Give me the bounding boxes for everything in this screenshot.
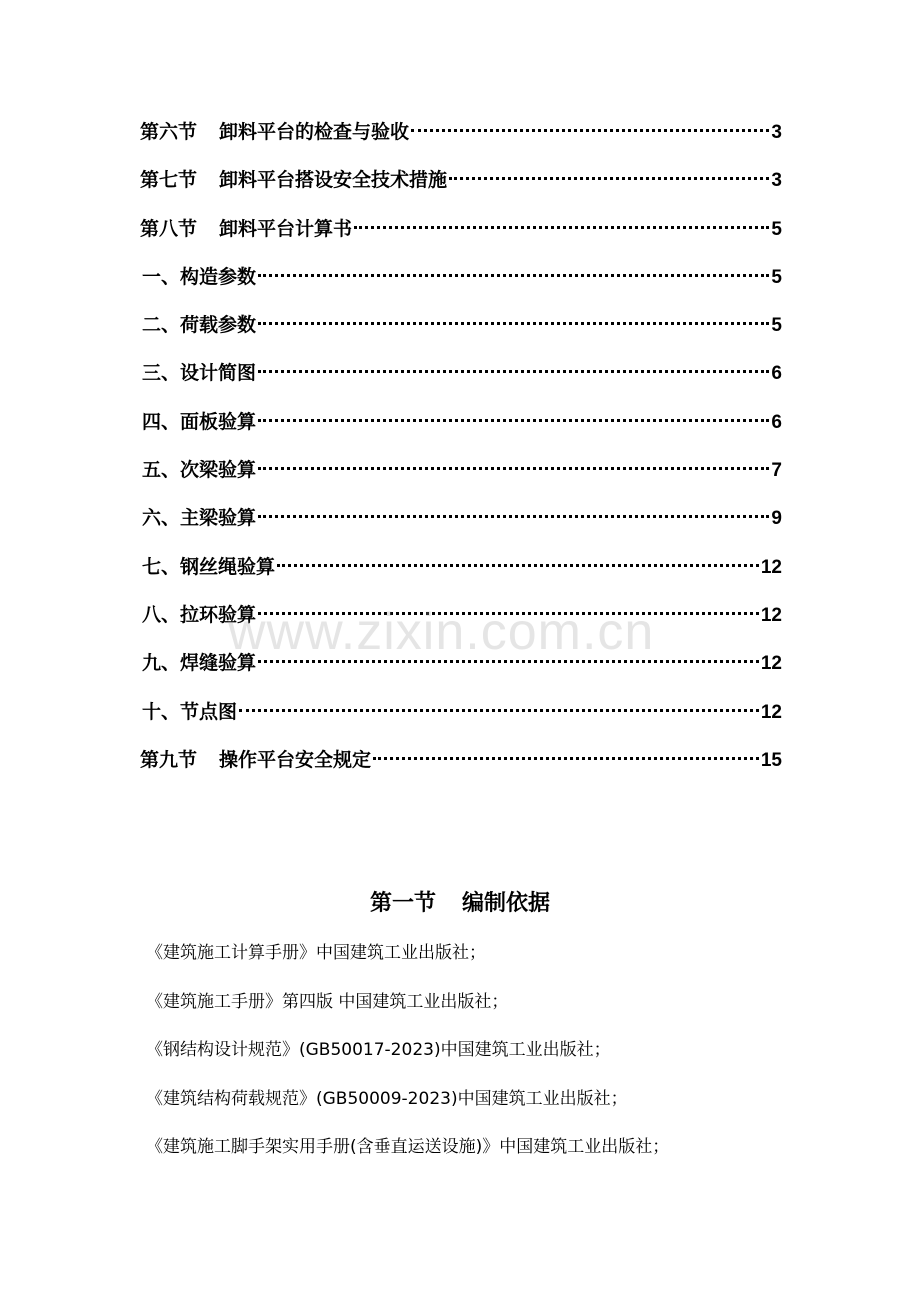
toc-entry-secondary-beam-check[interactable] (140, 451, 782, 499)
toc-page-number: 6 (771, 411, 782, 433)
toc-dot-leader (258, 274, 769, 277)
reference-item: 《建筑结构荷载规范》(GB50009-2023)中国建筑工业出版社； (146, 1088, 628, 1109)
toc-dot-leader (277, 564, 759, 567)
toc-dot-leader (449, 177, 769, 180)
toc-page-number: 5 (771, 218, 782, 240)
toc-entry-title (140, 210, 352, 248)
toc-entry-section-9[interactable] (140, 741, 782, 789)
section-heading-number: 第一节 (369, 891, 436, 916)
toc-page-number: 6 (771, 363, 782, 385)
toc-entry-title: 五、次梁验算 (142, 459, 257, 482)
toc-entry-pull-ring-check[interactable] (140, 596, 782, 644)
toc-entry-section-8[interactable] (140, 210, 782, 258)
toc-entry-load-params[interactable] (140, 306, 782, 354)
toc-section-title: 卸料平台搭设安全技术措施 (219, 169, 448, 192)
toc-entry-title (140, 161, 447, 199)
toc-dot-leader (354, 226, 769, 229)
toc-entry-main-beam-check[interactable] (140, 499, 782, 547)
reference-list (146, 934, 846, 1177)
toc-entry-weld-check[interactable] (140, 644, 782, 692)
toc-dot-leader (258, 515, 769, 518)
toc-dot-leader (258, 467, 769, 470)
toc-section-number: 第九节 (140, 748, 198, 771)
toc-page-number: 12 (760, 653, 782, 675)
toc-page-number: 9 (771, 508, 782, 530)
reference-item: 《钢结构设计规范》(GB50017-2023)中国建筑工业出版社； (146, 1040, 611, 1060)
reference-item: 《建筑施工手册》第四版 中国建筑工业出版社； (146, 991, 509, 1012)
toc-page-number: 12 (760, 701, 782, 723)
toc-section-title: 操作平台安全规定 (219, 748, 372, 771)
toc-entry-wire-rope-check[interactable] (140, 548, 782, 596)
toc-page-number: 5 (771, 315, 782, 337)
toc-entry-panel-check[interactable] (140, 403, 782, 451)
toc-entry-node-diagram[interactable] (140, 693, 782, 741)
toc-section-number: 第六节 (140, 121, 198, 143)
toc-page-number: 12 (760, 556, 782, 578)
toc-page-number: 15 (760, 749, 782, 771)
toc-entry-title: 二、荷载参数 (142, 314, 257, 337)
reference-item: 《建筑施工脚手架实用手册(含垂直运送设施)》中国建筑工业出版社； (146, 1137, 670, 1157)
toc-dot-leader (239, 709, 759, 712)
toc-entry-title: 一、构造参数 (142, 265, 257, 288)
section-heading (0, 884, 920, 924)
toc-dot-leader (258, 612, 759, 615)
toc-entry-title: 十、节点图 (142, 700, 238, 723)
toc-page-number: 3 (771, 122, 782, 143)
toc-entry-title: 九、焊缝验算 (142, 652, 257, 675)
toc-page-number: 3 (771, 170, 782, 192)
toc-entry-title (140, 741, 371, 779)
table-of-contents (140, 113, 782, 789)
toc-dot-leader (258, 370, 769, 373)
watermark: www.zixin.com.cn (228, 603, 655, 661)
toc-page-number: 7 (771, 460, 782, 482)
toc-section-number: 第八节 (140, 217, 198, 240)
toc-page-number: 5 (771, 266, 782, 288)
toc-dot-leader (258, 660, 759, 663)
toc-entry-design-diagram[interactable] (140, 354, 782, 402)
toc-section-number: 第七节 (140, 169, 198, 192)
toc-entry-structure-params[interactable] (140, 258, 782, 306)
toc-entry-title: 四、面板验算 (142, 410, 257, 433)
toc-dot-leader (411, 129, 769, 132)
toc-section-title: 卸料平台计算书 (219, 217, 353, 240)
toc-dot-leader (373, 757, 759, 760)
toc-section-title: 卸料平台的检查与验收 (219, 121, 410, 143)
toc-page-number: 12 (760, 604, 782, 626)
toc-entry-section-7[interactable] (140, 161, 782, 209)
section-heading-title: 编制依据 (462, 891, 551, 916)
toc-entry-title: 七、钢丝绳验算 (142, 555, 276, 578)
reference-item: 《建筑施工计算手册》中国建筑工业出版社； (146, 943, 486, 963)
toc-dot-leader (258, 322, 769, 325)
toc-entry-title: 八、拉环验算 (142, 603, 257, 626)
toc-entry-title (140, 113, 409, 151)
toc-entry-section-6[interactable] (140, 113, 782, 161)
toc-entry-title: 六、主梁验算 (142, 507, 257, 530)
toc-dot-leader (258, 419, 769, 422)
toc-entry-title: 三、设计简图 (142, 362, 257, 385)
